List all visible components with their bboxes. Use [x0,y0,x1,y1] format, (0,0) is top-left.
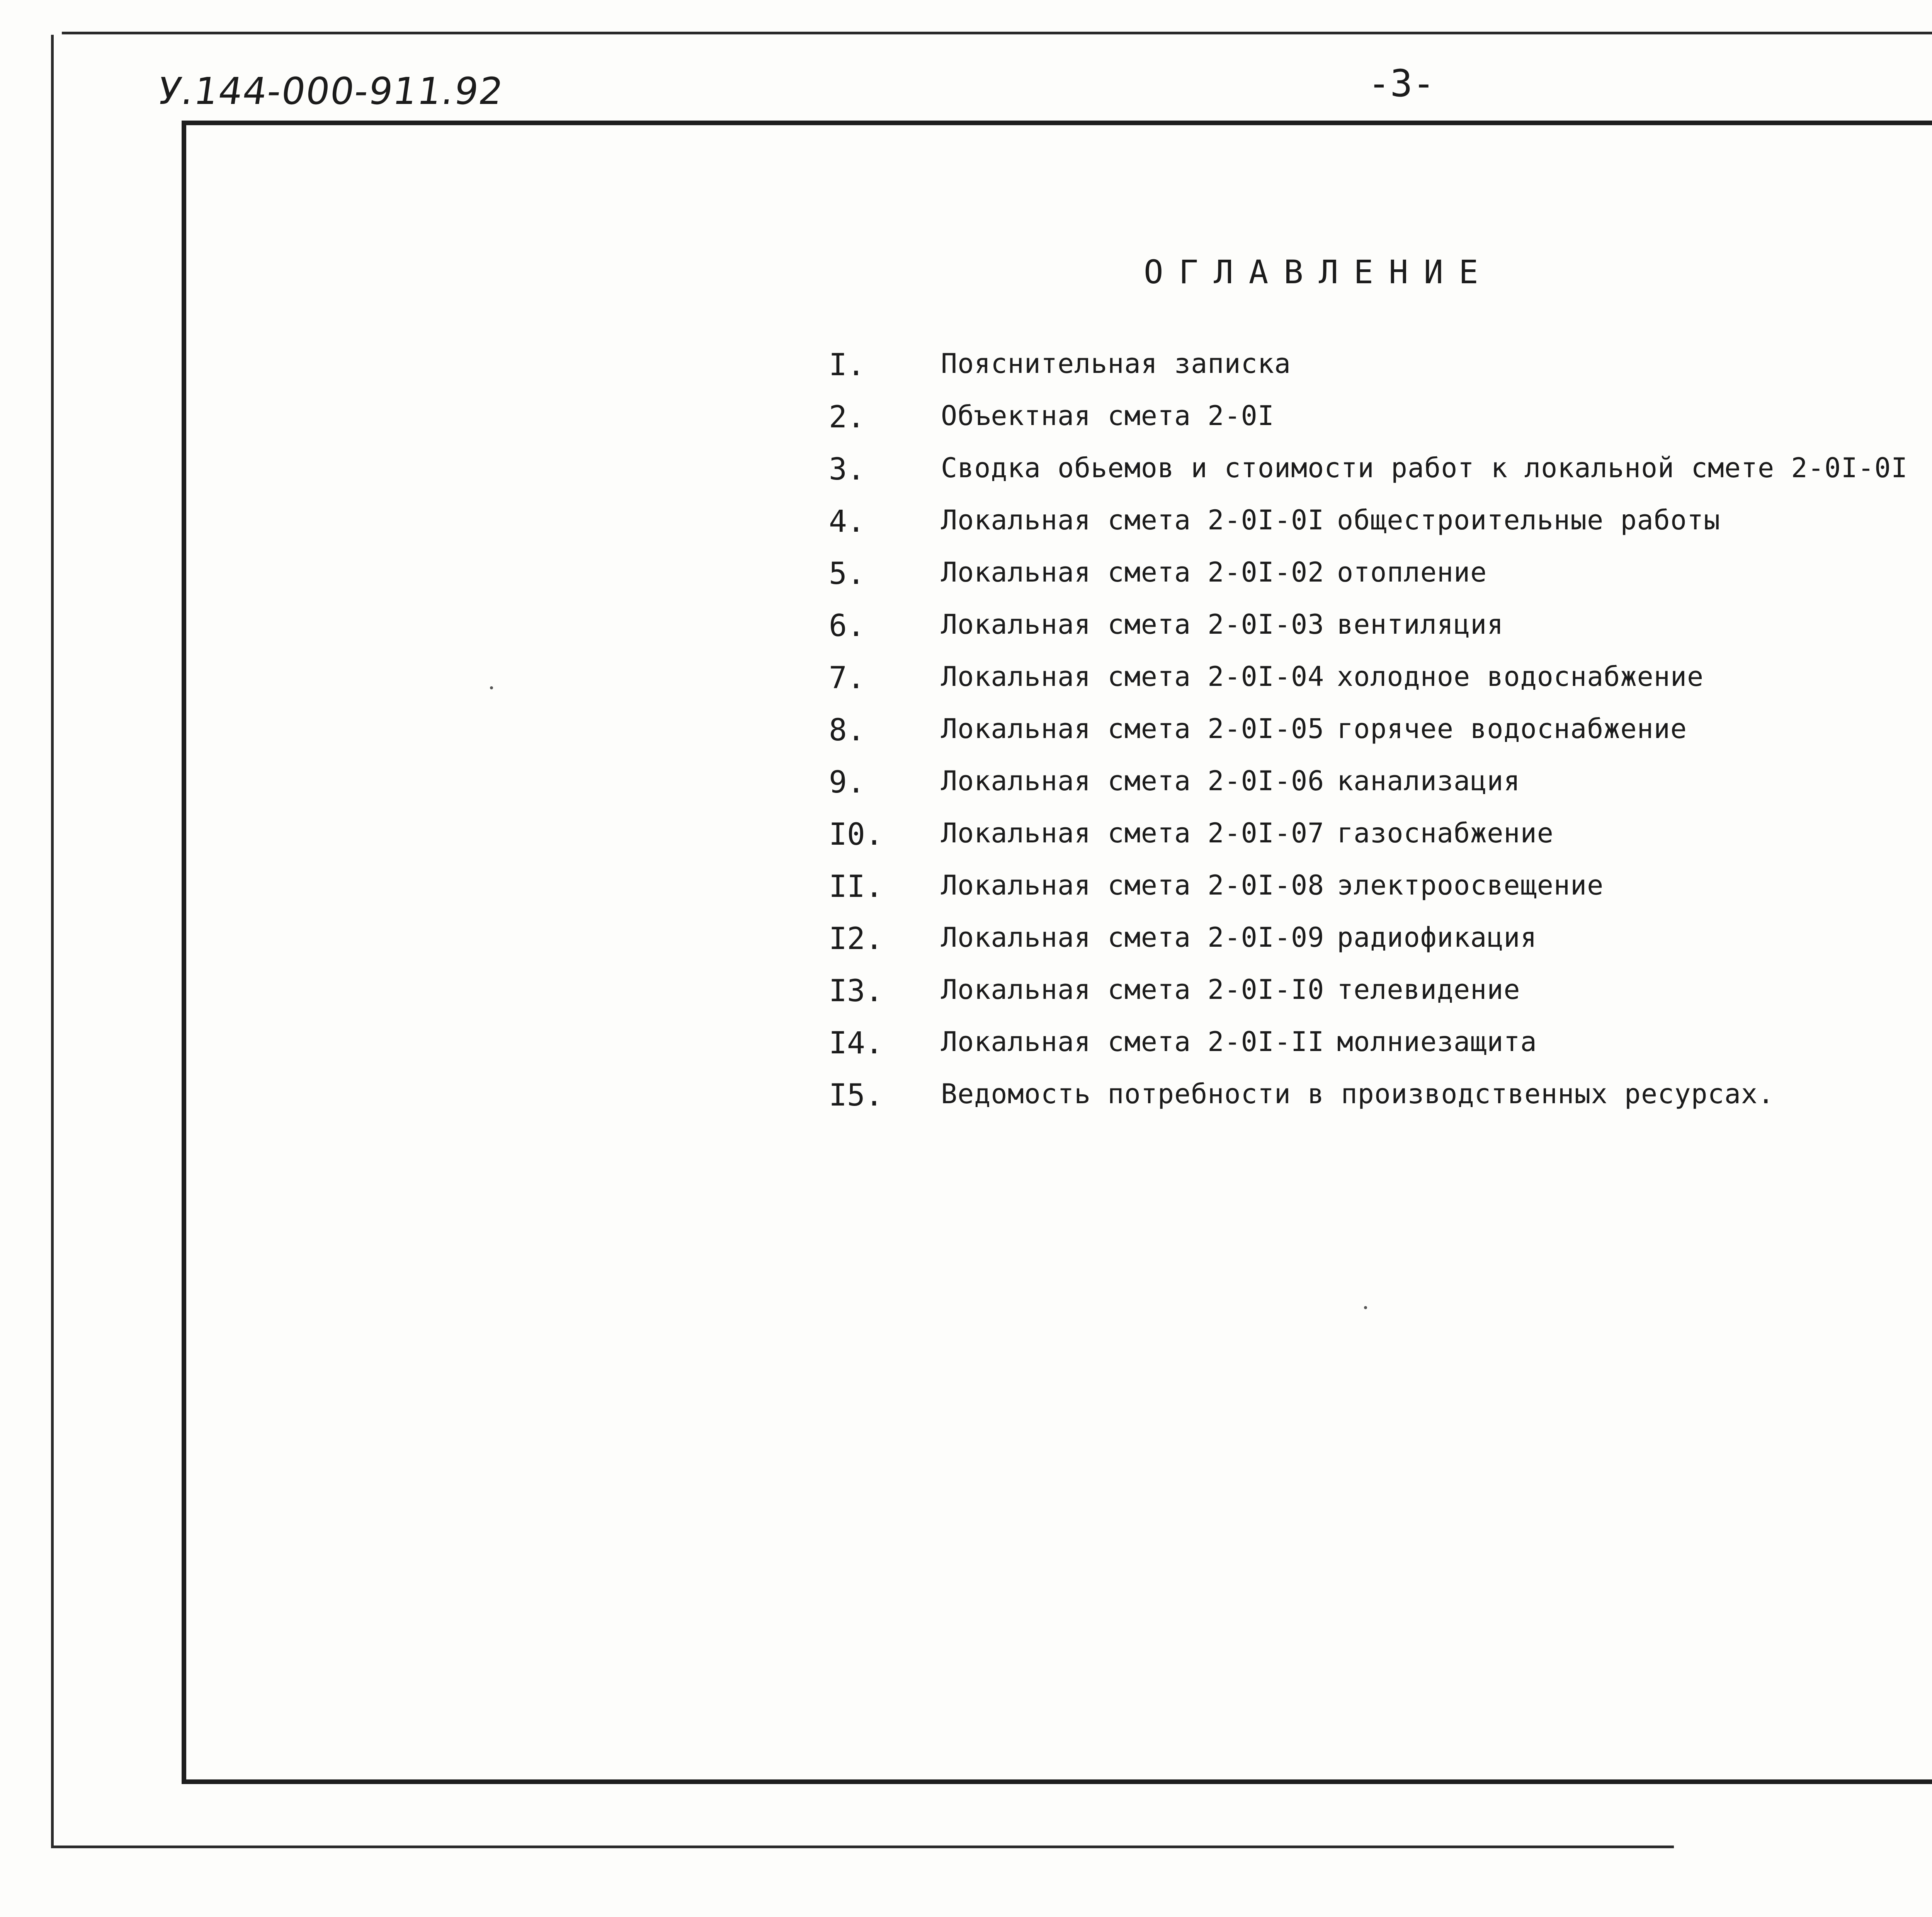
toc-item-number: 6. [829,609,865,643]
toc-item-title: Локальная смета 2-0I-II [941,1026,1325,1058]
toc-item-number: 5. [829,556,865,591]
toc-item-subtitle: горячее водоснабжение [1337,713,1687,745]
toc-item-number: I. [829,348,865,383]
toc-row [0,974,1932,1020]
toc-item-title: Объектная смета 2-0I [941,400,1274,432]
toc-item-subtitle: общестроительные работы [1337,504,1721,536]
toc-item-subtitle: холодное водоснабжение [1337,661,1704,692]
document-code: У.144-000-911.92 [155,70,507,113]
toc-item-subtitle: телевидение [1337,974,1520,1005]
toc-item-number: 9. [829,765,865,800]
toc-item-number: II. [829,869,883,904]
toc-item-title: Сводка обьемов и стоимости работ к локальной смете 2-0I-0I [941,452,1908,484]
toc-item-subtitle: газоснабжение [1337,817,1554,849]
toc-item-title: Ведомость потребности в производственных ресурсах. [941,1078,1775,1110]
toc-item-subtitle: канализация [1337,765,1520,797]
scan-speck [490,686,493,689]
toc-item-title: Локальная смета 2-0I-06 [941,765,1325,797]
toc-item-title: Локальная смета 2-0I-09 [941,922,1325,953]
toc-item-number: I2. [829,922,883,956]
toc-row [0,1078,1932,1124]
toc-row [0,1026,1932,1072]
toc-item-number: 7. [829,661,865,696]
toc-item-subtitle: молниезащита [1337,1026,1537,1058]
toc-item-subtitle: отопление [1337,556,1487,588]
toc-row [0,556,1932,603]
toc-item-title: Пояснительная записка [941,348,1291,379]
toc-row [0,817,1932,864]
toc-row [0,661,1932,707]
toc-item-number: 3. [829,452,865,487]
scan-speck [1364,1306,1367,1309]
toc-item-number: I3. [829,974,883,1009]
toc-item-number: I5. [829,1078,883,1113]
toc-item-title: Локальная смета 2-0I-08 [941,869,1325,901]
toc-item-title: Локальная смета 2-0I-03 [941,609,1325,640]
toc-row [0,713,1932,759]
toc-row [0,609,1932,655]
toc-item-title: Локальная смета 2-0I-04 [941,661,1325,692]
toc-row [0,452,1932,498]
toc-item-number: 2. [829,400,865,435]
toc-row [0,504,1932,551]
toc-item-subtitle: вентиляция [1337,609,1504,640]
toc-item-title: Локальная смета 2-0I-05 [941,713,1325,745]
toc-row [0,869,1932,916]
toc-item-title: Локальная смета 2-0I-I0 [941,974,1325,1005]
toc-row [0,348,1932,394]
toc-row [0,922,1932,968]
toc-title: ОГЛАВЛЕНИЕ [1144,253,1494,291]
toc-item-subtitle: радиофикация [1337,922,1537,953]
toc-row [0,400,1932,446]
toc-item-number: I0. [829,817,883,852]
toc-item-number: I4. [829,1026,883,1061]
toc-item-title: Локальная смета 2-0I-07 [941,817,1325,849]
toc-row [0,765,1932,811]
toc-item-title: Локальная смета 2-0I-0I [941,504,1325,536]
toc-item-title: Локальная смета 2-0I-02 [941,556,1325,588]
toc-item-subtitle: электроосвещение [1337,869,1604,901]
toc-item-number: 8. [829,713,865,748]
page-number: -3- [1368,62,1435,105]
toc-item-number: 4. [829,504,865,539]
